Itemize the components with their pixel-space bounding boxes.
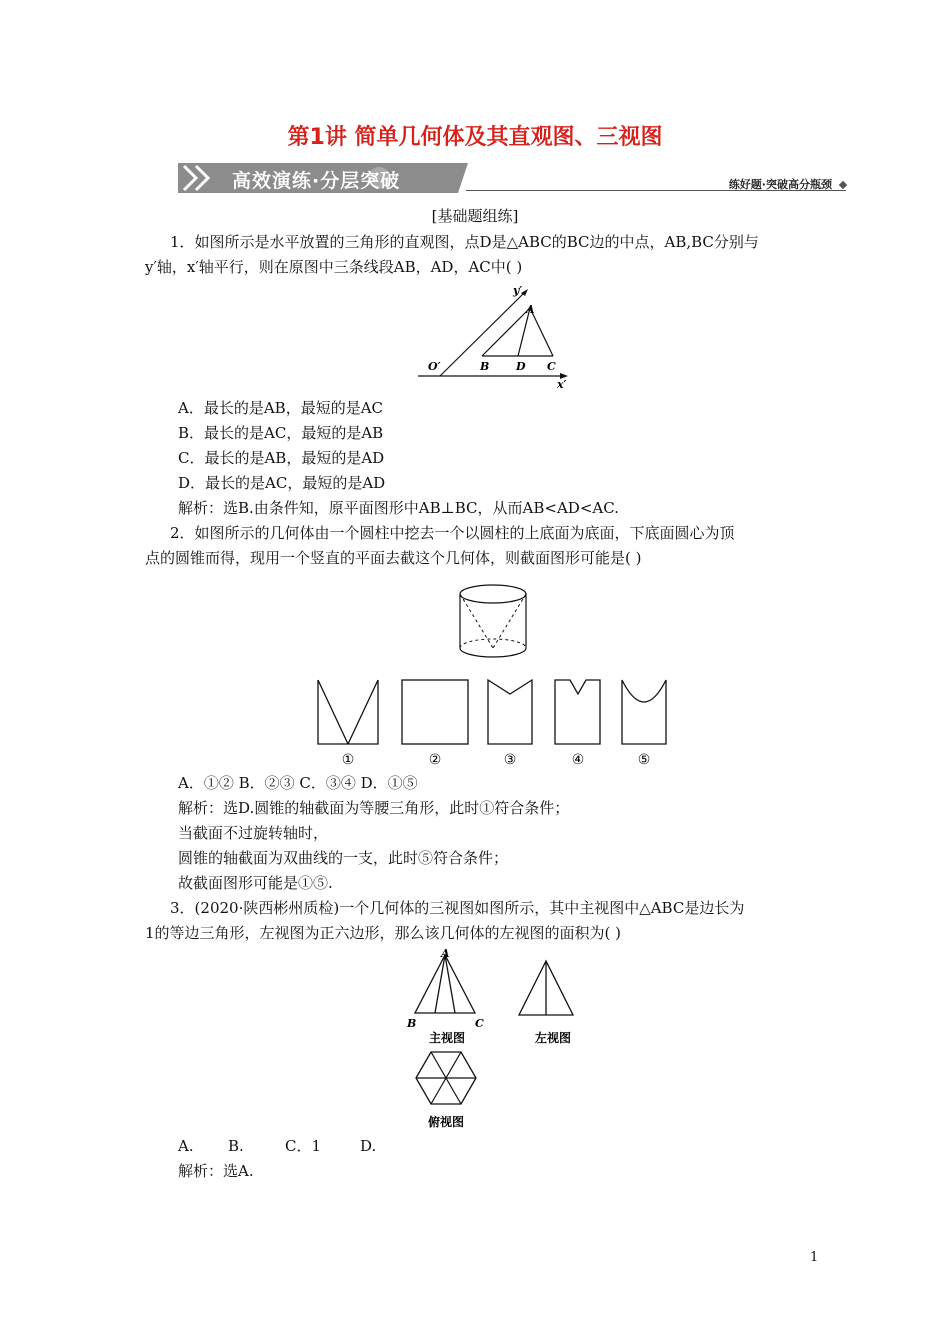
section-label-5: ⑤ [637, 752, 651, 768]
q1-option-d: D．最长的是AC，最短的是AD [178, 474, 386, 492]
q2-analysis-3: 圆锥的轴截面为双曲线的一支，此时⑤符合条件； [178, 849, 509, 867]
q3-text-line2: 1的等边三角形，左视图为正六边形，那么该几何体的左视图的面积为( ) [145, 924, 622, 942]
front-view [415, 955, 475, 1013]
q3-option-d: D. [360, 1137, 377, 1155]
q3-label-b: B [407, 1017, 417, 1030]
q1-figure [410, 282, 580, 392]
q2-analysis-2: 当截面不过旋转轴时， [178, 824, 329, 842]
q2-text-line2: 点的圆锥而得，现用一个竖直的平面去截这个几何体，则截面图形可能是( ) [145, 549, 642, 567]
q1-label-d: D [516, 360, 526, 373]
banner-tag: 练好题·突破高分瓶颈 [728, 178, 832, 191]
q3-three-views-figure [400, 945, 590, 1135]
q2-cylinder-figure [455, 580, 535, 665]
diamond-icon [839, 181, 847, 189]
page-title: 第1讲 简单几何体及其直观图、三视图 [287, 125, 663, 150]
q3-text-line1: 3．(2020·陕西彬州质检)一个几何体的三视图如图所示，其中主视图中△ABC是边长为 [170, 899, 745, 917]
q1-label-c: C [547, 360, 556, 373]
q3-option-c: C．1 [285, 1137, 322, 1155]
side-view-caption: 左视图 [534, 1031, 572, 1045]
q3-label-c: C [475, 1017, 484, 1030]
top-view [416, 1052, 476, 1104]
q1-label-b: B [480, 360, 490, 373]
q3-analysis: 解析：选A. [178, 1162, 254, 1180]
page-number: 1 [810, 1250, 819, 1265]
q1-option-a: A．最长的是AB，最短的是AC [178, 399, 383, 417]
section-label-4: ④ [571, 752, 585, 768]
top-view-caption: 俯视图 [427, 1115, 465, 1129]
q2-text-line1: 2．如图所示的几何体由一个圆柱中挖去一个以圆柱的上底面为底面，下底面圆心为顶 [170, 524, 735, 542]
q1-label-a: A [526, 303, 535, 316]
section-shape-5 [622, 680, 666, 744]
side-view [519, 961, 573, 1015]
q1-label-y: y′ [513, 284, 523, 297]
q3-option-b: B. [228, 1137, 244, 1155]
q3-label-a: A [441, 947, 450, 960]
section-shape-3 [488, 680, 532, 744]
q1-text-line1: 1．如图所示是水平放置的三角形的直观图，点D是△ABC的BC边的中点，AB,BC分别与 [170, 233, 759, 251]
section-shape-1 [318, 680, 378, 744]
section-label-1: ① [341, 752, 355, 768]
q1-option-c: C．最长的是AB，最短的是AD [178, 449, 385, 467]
q1-text-line2: y′轴，x′轴平行，则在原图中三条线段AB，AD，AC中( ) [145, 258, 523, 276]
q2-sections-figure [310, 672, 670, 770]
section-shape-4 [555, 680, 600, 744]
section-heading: [基础题组练] [431, 207, 519, 225]
q1-label-x: x′ [557, 378, 567, 391]
q3-option-a: A. [178, 1137, 194, 1155]
q1-analysis: 解析：选B.由条件知，原平面图形中AB⊥BC，从而AB<AD<AC. [178, 499, 619, 517]
banner-text: 高效演练·分层突破 [232, 170, 401, 192]
q1-option-b: B．最长的是AC，最短的是AB [178, 424, 384, 442]
section-label-3: ③ [503, 752, 517, 768]
q2-analysis-4: 故截面图形可能是①⑤. [178, 874, 333, 892]
section-shape-2 [402, 680, 468, 744]
section-label-2: ② [428, 752, 442, 768]
q2-options: A．①② B．②③ C．③④ D．①⑤ [178, 774, 418, 792]
q2-analysis-1: 解析：选D.圆锥的轴截面为等腰三角形，此时①符合条件； [178, 799, 570, 817]
q1-label-o: O′ [428, 360, 441, 373]
front-view-caption: 主视图 [428, 1031, 466, 1045]
